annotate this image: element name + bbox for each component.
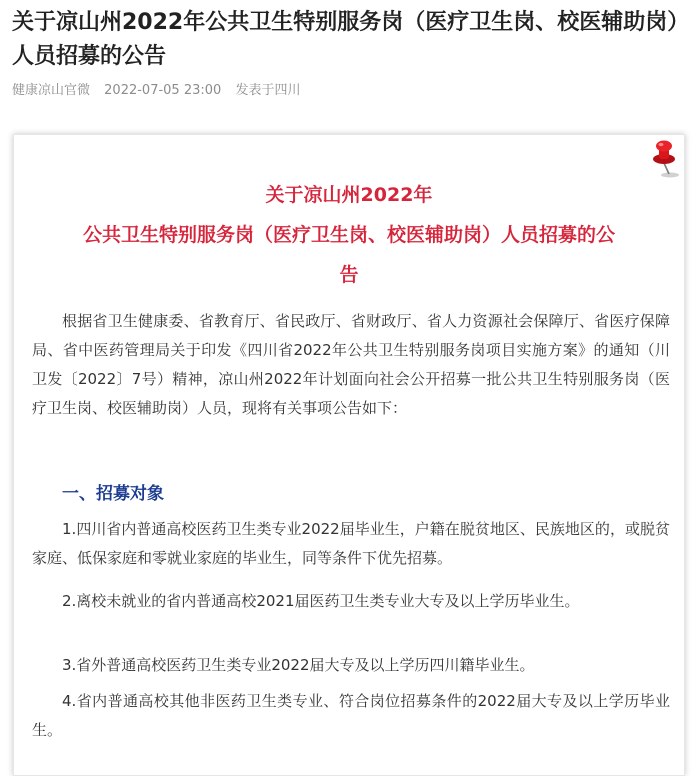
list-item: 3.省外普通高校医药卫生类专业2022届大专及以上学历四川籍毕业生。 bbox=[62, 656, 535, 674]
push-pin-icon bbox=[650, 139, 684, 179]
article-meta bbox=[12, 79, 310, 98]
section-heading-recruitment-targets: 一、招募对象 bbox=[62, 484, 164, 504]
notice-title-line3: 告 bbox=[339, 264, 359, 286]
notice-title-line1: 关于凉山州2022年 bbox=[265, 184, 433, 206]
article-datetime: 2022-07-05 23:00 bbox=[104, 83, 222, 98]
list-item: 4.省内普通高校其他非医药卫生类专业、符合岗位招募条件的2022届大专及以上学历毕业生。 bbox=[32, 692, 670, 739]
notice-card bbox=[13, 134, 685, 776]
article-location: 发表于四川 bbox=[235, 83, 301, 98]
list-item: 2.离校未就业的省内普通高校2021届医药卫生类专业大专及以上学历毕业生。 bbox=[62, 592, 580, 610]
notice-title-line2: 公共卫生特别服务岗（医疗卫生岗、校医辅助岗）人员招募的公 bbox=[82, 224, 615, 246]
article-title: 关于凉山州2022年公共卫生特别服务岗（医疗卫生岗、校医辅助岗）人员招募的公告 bbox=[12, 10, 679, 69]
notice-intro-paragraph: 根据省卫生健康委、省教育厅、省民政厅、省财政厅、省人力资源社会保障厅、省医疗保障局、省中医药管理局关于印发《四川省2022年公共卫生特别服务岗项目实施方案》的通知（川卫发〔2022〕7号）精神，凉山州2022年计划面向社会公开招募一批公共卫生特别服务岗（医疗卫生岗、校医辅助岗）人员，现将有关事项公告如下： bbox=[32, 312, 670, 417]
article-source-link[interactable]: 健康凉山官微 bbox=[12, 83, 91, 98]
list-item: 1.四川省内普通高校医药卫生类专业2022届毕业生，户籍在脱贫地区、民族地区的，或脱贫家庭、低保家庭和零就业家庭的毕业生，同等条件下优先招募。 bbox=[32, 520, 670, 567]
